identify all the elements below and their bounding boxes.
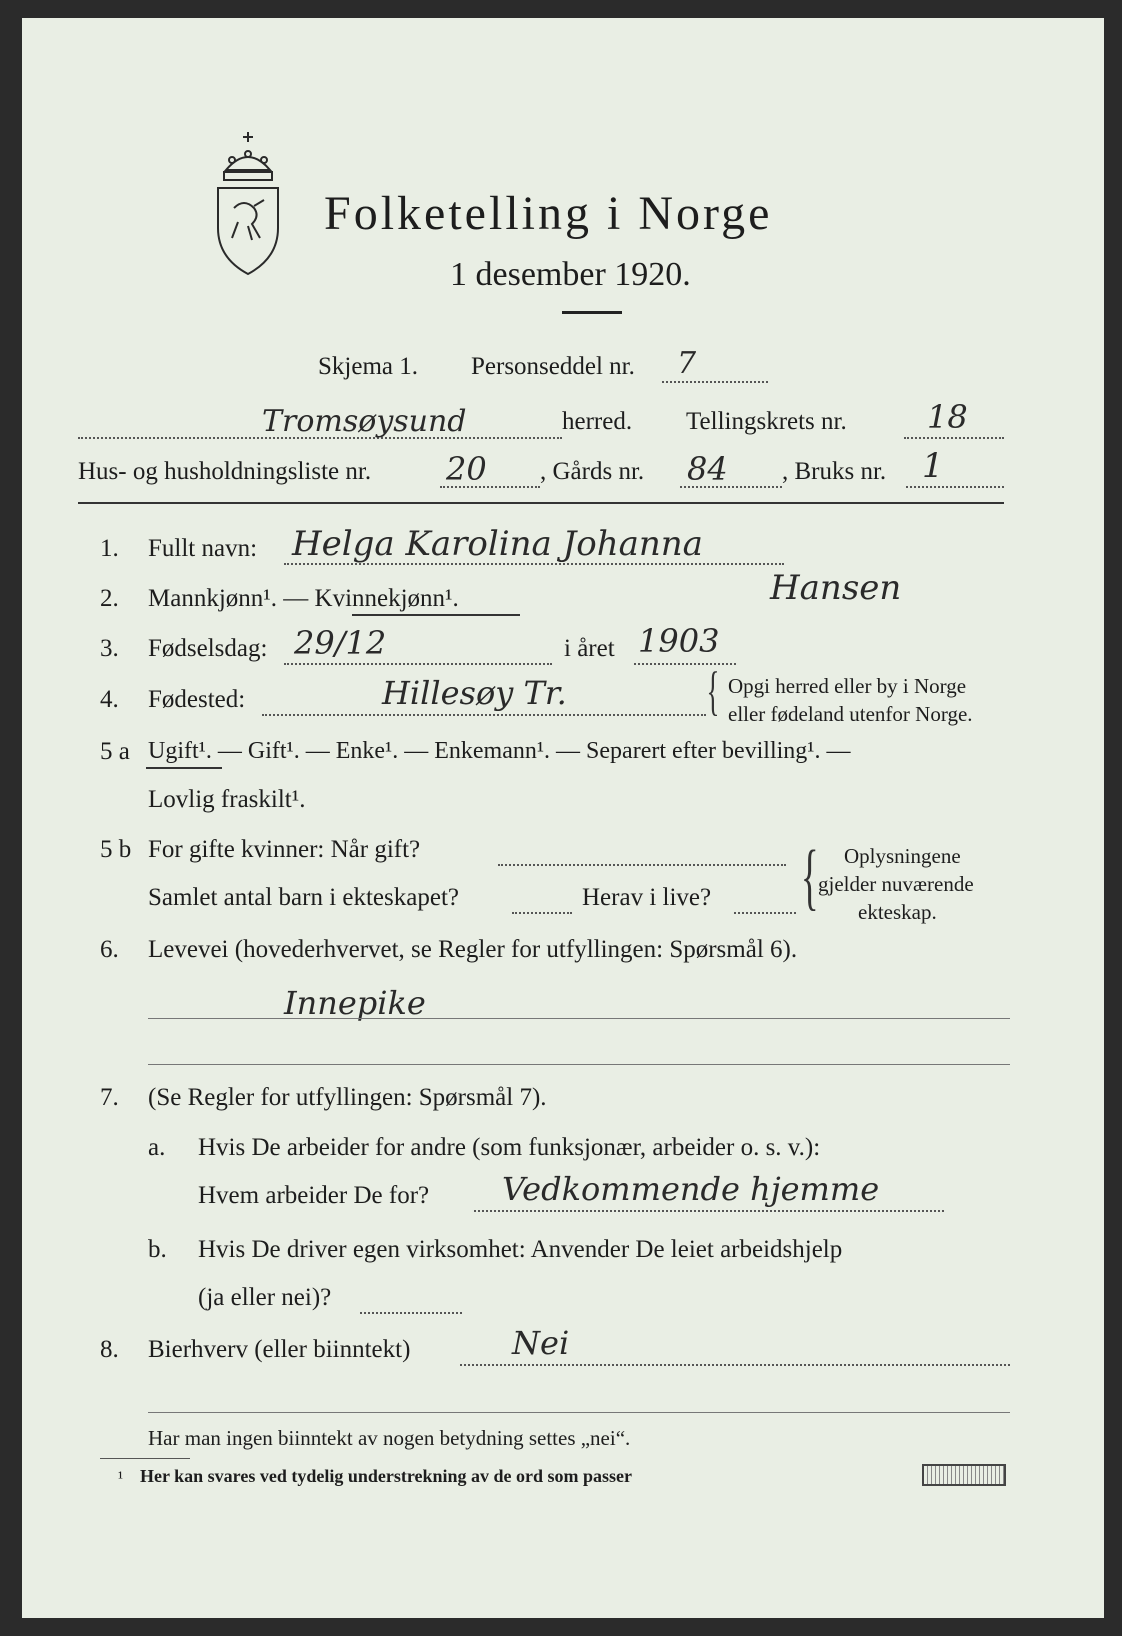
q5b-barn-label: Samlet antal barn i ekteskapet? <box>148 884 459 911</box>
bruks-line <box>906 486 1004 488</box>
q1-value-surname: Hansen <box>770 568 902 608</box>
q6-line1 <box>148 1018 1010 1019</box>
q1-value: Helga Karolina Johanna <box>292 524 703 564</box>
q3-value: 29/12 <box>294 624 387 662</box>
q5b-brace: { <box>800 836 819 918</box>
q5a-line1: Ugift¹. — Gift¹. — Enke¹. — Enkemann¹. — Separert efter bevilling¹. — <box>148 738 851 764</box>
coat-of-arms-icon <box>208 130 288 280</box>
q2-label: Mannkjønn¹. — Kvinnekjønn¹. <box>148 585 459 612</box>
form-date: 1 desember 1920. <box>450 256 691 293</box>
q7a-letter: a. <box>148 1134 166 1161</box>
q8-number: 8. <box>100 1336 119 1363</box>
q7b-line1: Hvis De driver egen virksomhet: Anvender De leiet arbeidshjelp <box>198 1236 843 1263</box>
q3-line <box>284 663 552 665</box>
q5b-note-line2: gjelder nuværende <box>818 872 974 896</box>
bruks-label: , Bruks nr. <box>782 458 887 485</box>
q6-value: Innepike <box>284 984 426 1022</box>
q4-line <box>262 714 706 716</box>
form-title: Folketelling i Norge <box>324 187 773 240</box>
q4-value: Hillesøy Tr. <box>382 674 567 712</box>
q5b-live-line <box>734 912 796 914</box>
q5a-underline-ugift <box>146 767 222 769</box>
title-divider <box>562 311 622 314</box>
q4-note-line2: eller fødeland utenfor Norge. <box>728 702 973 726</box>
census-form <box>22 18 1104 1618</box>
q8-label: Bierhverv (eller biinntekt) <box>148 1336 411 1363</box>
q5b-live-label: Herav i live? <box>582 884 712 911</box>
q8-line <box>460 1364 1010 1366</box>
footnote-text: Her kan svares ved tydelig understrekning av de ord som passer <box>140 1466 633 1486</box>
q7a-line <box>474 1210 944 1212</box>
q5b-note-line1: Oplysningene <box>844 844 961 868</box>
q5b-note-line3: ekteskap. <box>858 900 937 924</box>
q7a-value: Vedkommende hjemme <box>502 1170 880 1208</box>
q1-label: Fullt navn: <box>148 535 258 562</box>
header-divider <box>78 502 1004 504</box>
q1-number: 1. <box>100 535 119 562</box>
q8-note: Har man ingen biinntekt av nogen betydning settes „nei“. <box>148 1426 631 1450</box>
herred-value: Tromsøysund <box>262 404 467 439</box>
skjema-label: Skjema 1. <box>318 353 418 380</box>
footnote-mark: ¹ <box>118 1468 124 1487</box>
q4-note-line1: Opgi herred eller by i Norge <box>728 674 967 698</box>
tellingskrets-value: 18 <box>927 398 968 436</box>
tellingskrets-line <box>904 437 1004 439</box>
q5a-number: 5 a <box>100 738 130 765</box>
personseddel-label: Personseddel nr. <box>471 353 635 380</box>
personseddel-line <box>662 381 768 383</box>
q6-number: 6. <box>100 936 119 963</box>
q6-line2 <box>148 1064 1010 1065</box>
q3-number: 3. <box>100 635 119 662</box>
q5b-number: 5 b <box>100 836 132 863</box>
gards-label: , Gårds nr. <box>540 458 645 485</box>
footnote-divider <box>100 1458 190 1459</box>
q5a-line2: Lovlig fraskilt¹. <box>148 786 306 813</box>
herred-label: herred. <box>562 408 633 435</box>
q4-label: Fødested: <box>148 686 246 713</box>
q7a-line1: Hvis De arbeider for andre (som funksjonær, arbeider o. s. v.): <box>198 1134 821 1161</box>
q7-label: (Se Regler for utfyllingen: Spørsmål 7). <box>148 1084 547 1111</box>
q5b-barn-line <box>512 912 572 914</box>
hus-label: Hus- og husholdningsliste nr. <box>78 458 372 485</box>
q2-underline-kvinnekjonn <box>352 614 520 616</box>
q7b-letter: b. <box>148 1236 167 1263</box>
q8-value: Nei <box>512 1324 570 1362</box>
q7a-line2: Hvem arbeider De for? <box>198 1182 430 1209</box>
printer-stamp <box>922 1464 1006 1486</box>
q4-number: 4. <box>100 686 119 713</box>
bruks-value: 1 <box>922 446 944 486</box>
q5b-gift-line <box>498 864 786 866</box>
q4-brace: { <box>706 661 720 721</box>
q6-label: Levevei (hovederhvervet, se Regler for utfyllingen: Spørsmål 6). <box>148 936 798 963</box>
personseddel-value: 7 <box>677 346 697 381</box>
q7b-line <box>360 1312 462 1314</box>
q3-year-label: i året <box>564 635 615 662</box>
q2-number: 2. <box>100 585 119 612</box>
q3-year-value: 1903 <box>638 622 720 660</box>
q8-line2 <box>148 1412 1010 1413</box>
tellingskrets-label: Tellingskrets nr. <box>686 408 847 435</box>
q7-number: 7. <box>100 1084 119 1111</box>
q7b-line2: (ja eller nei)? <box>198 1284 332 1311</box>
hus-value: 20 <box>446 450 487 488</box>
gards-value: 84 <box>687 450 728 488</box>
q3-year-line <box>634 663 736 665</box>
q3-label: Fødselsdag: <box>148 635 268 662</box>
q5b-label: For gifte kvinner: Når gift? <box>148 836 421 863</box>
